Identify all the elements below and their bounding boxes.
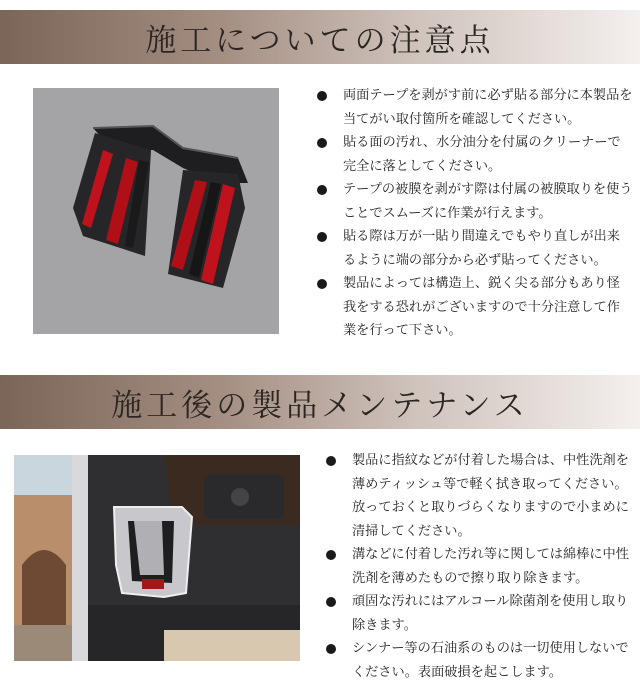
product-photo-back-with-tape: [33, 88, 279, 334]
maintenance-notes-list: [324, 449, 634, 684]
list-item: 溝などに付着した汚れ等に関しては綿棒に中性洗剤を薄めたもので擦り取り除きます。: [324, 543, 634, 590]
bullet-icon: [317, 138, 327, 148]
bullet-icon: [317, 232, 327, 242]
section-header-maintenance: [0, 375, 640, 429]
list-item: 両面テープを剥がす前に必ず貼る部分に本製品を当てがい取付箇所を確認してください。: [315, 84, 633, 131]
bullet-icon: [317, 91, 327, 101]
list-item: テープの被膜を剥がす際は付属の被膜取りを使うことでスムーズに作業が行えます。: [315, 178, 633, 225]
list-item: 製品に指紋などが付着した場合は、中性洗剤を薄めティッシュ等で軽く拭き取ってください。放っておくと取りづらくなりますので小まめに清掃してください。: [324, 449, 634, 543]
door-handle-installed-photo: [14, 455, 300, 661]
installation-notes-list: [315, 84, 633, 343]
bullet-icon: [317, 185, 327, 195]
section-title: 施工後の製品メンテナンス: [111, 387, 529, 424]
bullet-icon: [326, 597, 336, 607]
bullet-icon: [326, 456, 336, 466]
list-item: 製品によっては構造上、鋭く尖る部分もあり怪我をする恐れがございますので十分注意して作業を行って下さい。: [315, 272, 633, 343]
list-item: 頑固な汚れにはアルコール除菌剤を使用し取り除きます。: [324, 590, 634, 637]
list-item: シンナー等の石油系のものは一切使用しないでください。表面破損を起こします。: [324, 637, 634, 684]
list-item: 貼る面の汚れ、水分油分を付属のクリーナーで完全に落としてください。: [315, 131, 633, 178]
section-header-installation: [0, 10, 640, 64]
section-title: 施工についての注意点: [145, 22, 495, 59]
bullet-icon: [317, 279, 327, 289]
bullet-icon: [326, 550, 336, 560]
list-item: 貼る際は万が一貼り間違えでもやり直しが出来るように端の部分から必ず貼ってください。: [315, 225, 633, 272]
bullet-icon: [326, 644, 336, 654]
